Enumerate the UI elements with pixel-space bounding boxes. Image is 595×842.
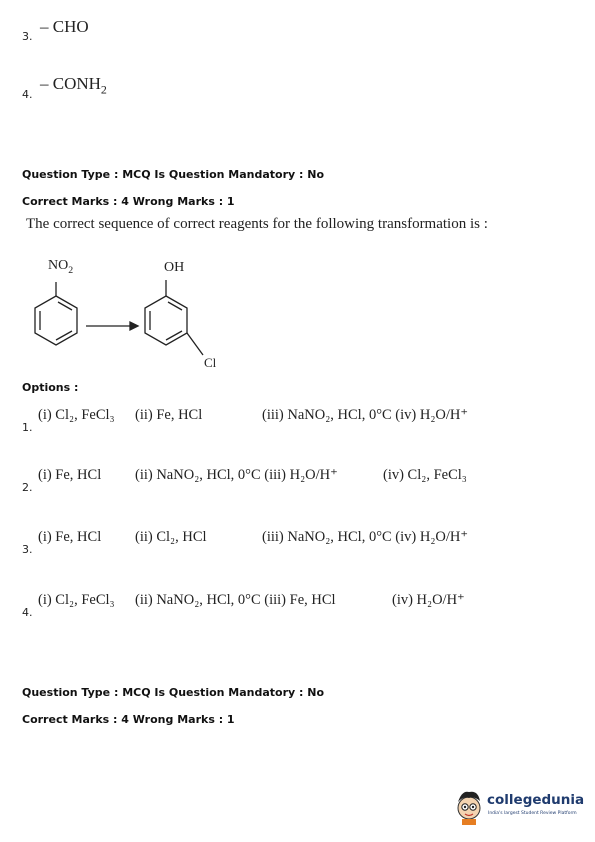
option-number: 4. [22,606,33,619]
options-label: Options : [22,381,79,394]
collegedunia-logo [452,786,584,826]
chlorophenol-ring [145,280,203,355]
question-type-line: Question Type : MCQ Is Question Mandatory : No [22,168,325,181]
marks-line: Correct Marks : 4 Wrong Marks : 1 [22,195,235,208]
option-3-part-3[interactable]: (iii) NaNO₂, HCl, 0°C (iv) H₂O/H⁺ [262,529,469,545]
hydroxyl-label: OH [164,260,185,275]
option-2-part-3[interactable]: (iv) Cl₂, FeCl₃ [383,467,467,483]
brand-tagline: India's largest Student Review Platform [488,811,577,816]
option-number: 3. [22,543,33,556]
next-question-type-line: Question Type : MCQ Is Question Mandatory : No [22,686,325,699]
option-2-part-1[interactable]: (i) Fe, HCl [38,467,102,483]
option-4-part-2[interactable]: (ii) NaNO₂, HCl, 0°C (iii) Fe, HCl [135,592,336,608]
next-marks-line: Correct Marks : 4 Wrong Marks : 1 [22,713,235,726]
option-3-part-2[interactable]: (ii) Cl₂, HCl [135,529,207,545]
option-4-part-3[interactable]: (iv) H₂O/H⁺ [392,592,465,608]
option-number: 4. [22,88,33,101]
option-text-sub: 2 [100,82,107,97]
option-4-part-1[interactable]: (i) Cl₂, FeCl₃ [38,592,115,608]
option-number: 2. [22,481,33,494]
option-1-part-1[interactable]: (i) Cl₂, FeCl₃ [38,407,115,423]
nitrobenzene-ring [35,282,77,345]
option-number: 1. [22,421,33,434]
option-number: 3. [22,30,33,43]
option-text: – CHO [40,17,89,36]
nitro-group-sub: 2 [68,264,74,276]
option-2-part-2[interactable]: (ii) NaNO₂, HCl, 0°C (iii) H₂O/H⁺ [135,467,338,483]
question-stem: The correct sequence of correct reagents for the following transformation is : [26,216,488,232]
option-1-part-2[interactable]: (ii) Fe, HCl [135,407,203,423]
brand-name: collegedunia [487,792,585,808]
option-3-part-1[interactable]: (i) Fe, HCl [38,529,102,545]
mascot-icon [452,786,486,826]
nitro-group-text: NO [48,258,69,273]
reaction-arrow [86,322,138,330]
chloro-label: Cl [204,355,217,370]
option-text-main: – CONH [40,74,101,93]
option-1-part-3[interactable]: (iii) NaNO₂, HCl, 0°C (iv) H₂O/H⁺ [262,407,469,423]
